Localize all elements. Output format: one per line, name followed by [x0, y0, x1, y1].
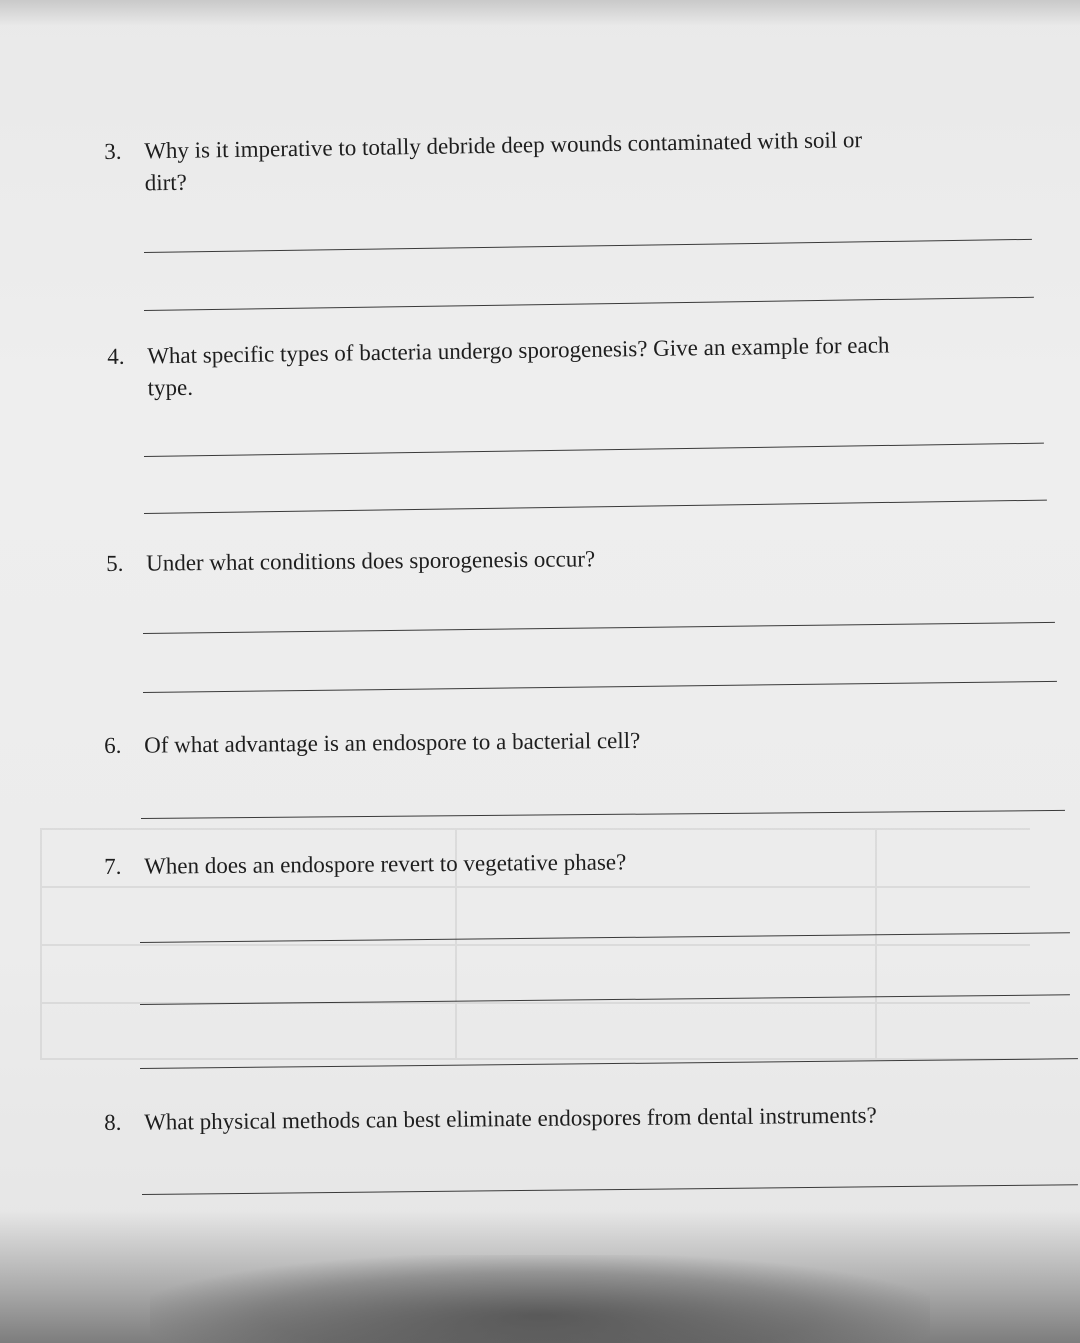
question-7 — [104, 846, 804, 886]
question-text-line: dirt? — [144, 169, 188, 196]
question-number: 5. — [106, 550, 124, 576]
question-8 — [104, 1099, 1080, 1142]
question-text-line: type. — [147, 374, 194, 401]
answer-line[interactable] — [144, 500, 1047, 514]
question-text-line: Why is it imperative to totally debride deep wounds contaminated with soil or — [144, 127, 863, 164]
question-number: 3. — [104, 138, 122, 164]
hand-shadow — [150, 1255, 930, 1343]
question-text-line: When does an endospore revert to vegetative phase? — [144, 849, 627, 879]
question-4 — [107, 328, 1068, 412]
question-number: 8. — [104, 1109, 122, 1135]
answer-line[interactable] — [143, 622, 1055, 634]
question-3 — [104, 122, 1065, 207]
question-number: 6. — [104, 732, 122, 758]
top-edge-shadow — [0, 0, 1080, 26]
question-text-line: Of what advantage is an endospore to a bacterial cell? — [144, 727, 641, 758]
question-number: 7. — [104, 853, 122, 879]
answer-line[interactable] — [142, 1184, 1078, 1195]
question-text-line: What specific types of bacteria undergo sporogenesis? Give an example for each — [147, 332, 890, 369]
answer-line[interactable] — [144, 443, 1044, 457]
question-number: 4. — [107, 343, 125, 369]
question-5 — [106, 542, 806, 583]
answer-line[interactable] — [143, 681, 1057, 693]
answer-line[interactable] — [144, 239, 1032, 253]
question-text-line: Under what conditions does sporogenesis occur? — [146, 546, 596, 576]
answer-line[interactable] — [144, 297, 1034, 311]
question-6 — [104, 724, 804, 765]
answer-line[interactable] — [141, 810, 1065, 819]
question-text-line: What physical methods can best eliminate endospores from dental instruments? — [144, 1102, 877, 1135]
